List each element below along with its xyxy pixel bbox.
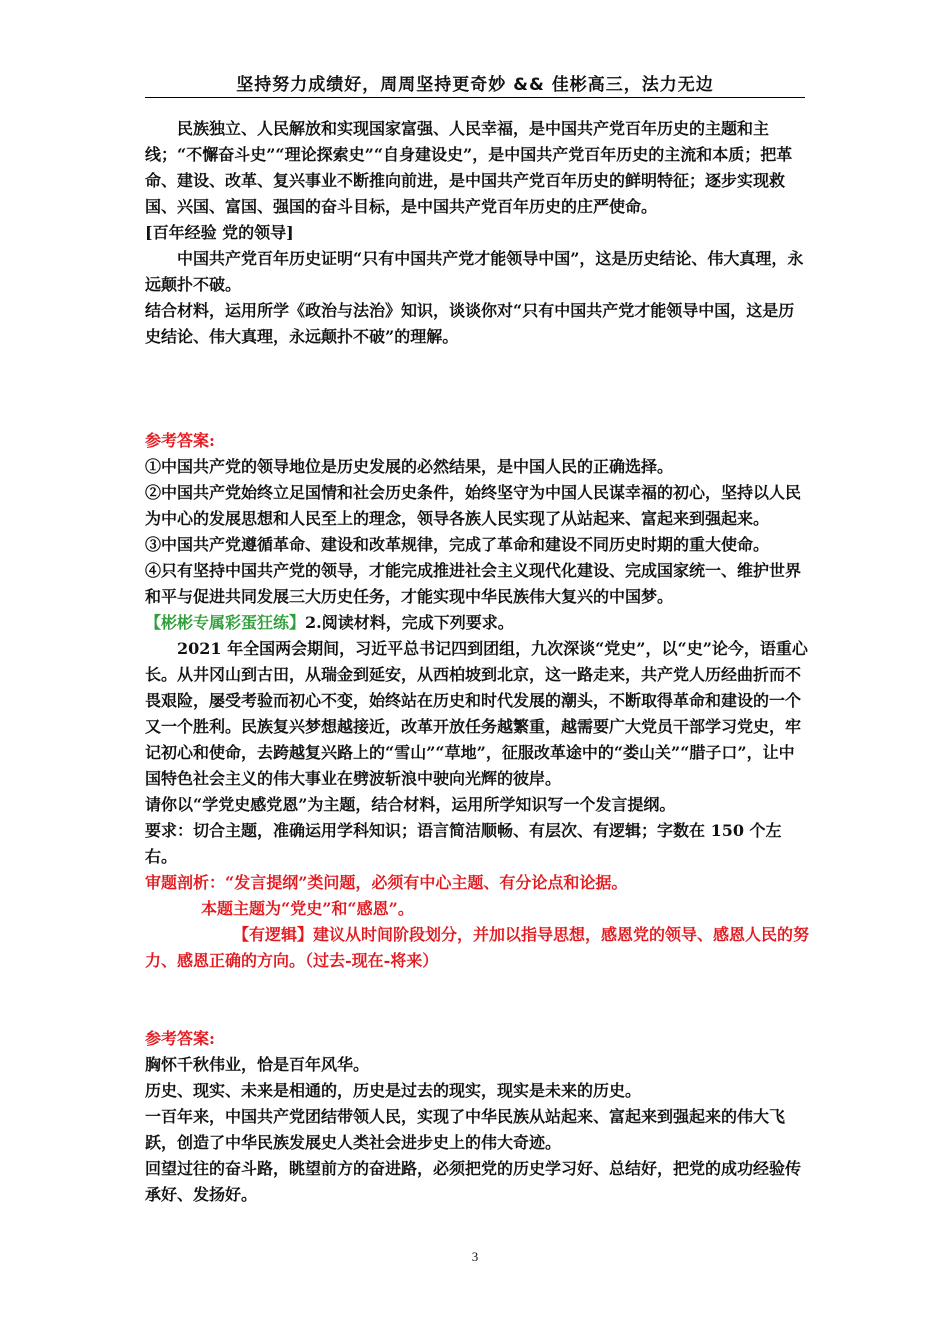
section-tag: [百年经验 党的领导]	[145, 223, 294, 242]
question-2-material: 2021 年全国两会期间，习近平总书记四到团组，九次深谈“党史”，以“史”论今，语重心长。从井冈山到古田，从瑞金到延安，从西柏坡到北京，这一路走来，共产党人历经曲折而不畏艰险，屡受考验而初心不变，始终站在历史和时代发展的潮头，不断取得革命和建设的一个又一个胜利。民族复兴梦想越接近，改革开放任务越繁重，越需要广大党员干部学习党史，牢记初心和使命，去跨越复兴路上的“雪山”“草地”，征服改革途中的“娄山关”“腊子口”，让中国特色社会主义的伟大事业在劈波斩浪中驶向光辉的彼岸。	[145, 639, 808, 788]
question-2-prompt: 请你以“学党史感党恩”为主题，结合材料，运用所学知识写一个发言提纲。	[145, 795, 676, 814]
question-2-heading	[145, 610, 810, 636]
question-1-prompt: 结合材料，运用所学《政治与法治》知识，谈谈你对“只有中国共产党才能领导中国，这是历史结论、伟大真理，永远颠扑不破”的理解。	[145, 301, 795, 346]
question-2-requirement: 要求：切合主题，准确运用学科知识；语言简洁顺畅、有层次、有逻辑；字数在 150 个左右。	[145, 821, 782, 866]
answer-1-label: 参考答案:	[145, 431, 215, 450]
page-number: 3	[471, 1249, 479, 1264]
answer-1-point: ②中国共产党始终立足国情和社会历史条件，始终坚守为中国人民谋幸福的初心，坚持以人民为中心的发展思想和人民至上的理念，领导各族人民实现了从站起来、富起来到强起来。	[145, 483, 802, 528]
question-2-tag: 【彬彬专属彩蛋狂练】	[145, 613, 306, 632]
answer-2-label: 参考答案:	[145, 1029, 215, 1048]
intro-statement: 中国共产党百年历史证明“只有中国共产党才能领导中国”，这是历史结论、伟大真理，永远颠扑不破。	[145, 249, 804, 294]
question-2-title: 2.阅读材料，完成下列要求。	[305, 613, 514, 632]
answer-1-point: ④只有坚持中国共产党的领导，才能完成推进社会主义现代化建设、完成国家统一、维护世界和平与促进共同发展三大历史任务，才能实现中华民族伟大复兴的中国梦。	[145, 561, 802, 606]
page-header: 坚持努力成绩好，周周坚持更奇妙 && 佳彬高三，法力无边	[236, 75, 714, 95]
intro-paragraph: 民族独立、人民解放和实现国家富强、人民幸福，是中国共产党百年历史的主题和主线；“不懈奋斗史”“理论探索史”“自身建设史”，是中国共产党百年历史的主流和本质；把革命、建设、改革、复兴事业不断推向前进，是中国共产党百年历史的鲜明特征；逐步实现救国、兴国、富国、强国的奋斗目标，是中国共产党百年历史的庄严使命。	[145, 119, 793, 216]
answer-1-point: ③中国共产党遵循革命、建设和改革规律，完成了革命和建设不同历史时期的重大使命。	[145, 535, 770, 554]
answer-2-line: 回望过往的奋斗路，眺望前方的奋进路，必须把党的历史学习好、总结好，把党的成功经验传承好、发扬好。	[145, 1159, 802, 1204]
spacer	[145, 974, 810, 1026]
answer-space	[145, 350, 810, 428]
answer-1-point: ①中国共产党的领导地位是历史发展的必然结果，是中国人民的正确选择。	[145, 457, 674, 476]
answer-2-line: 历史、现实、未来是相通的，历史是过去的现实，现实是未来的历史。	[145, 1081, 642, 1100]
answer-2-line: 胸怀千秋伟业，恰是百年风华。	[145, 1055, 370, 1074]
header-rule	[145, 97, 805, 98]
page-content	[145, 116, 810, 1208]
analysis-line: 审题剖析：“发言提纲”类问题，必须有中心主题、有分论点和论据。	[145, 873, 628, 892]
answer-2-line: 一百年来，中国共产党团结带领人民，实现了中华民族从站起来、富起来到强起来的伟大飞跃，创造了中华民族发展史人类社会进步史上的伟大奇迹。	[145, 1107, 786, 1152]
analysis-line: 【有逻辑】建议从时间阶段划分，并加以指导思想，感恩党的领导、感恩人民的努力、感恩正确的方向。（过去-现在-将来）	[145, 925, 810, 970]
analysis-line: 本题主题为“党史”和“感恩”。	[201, 899, 414, 918]
